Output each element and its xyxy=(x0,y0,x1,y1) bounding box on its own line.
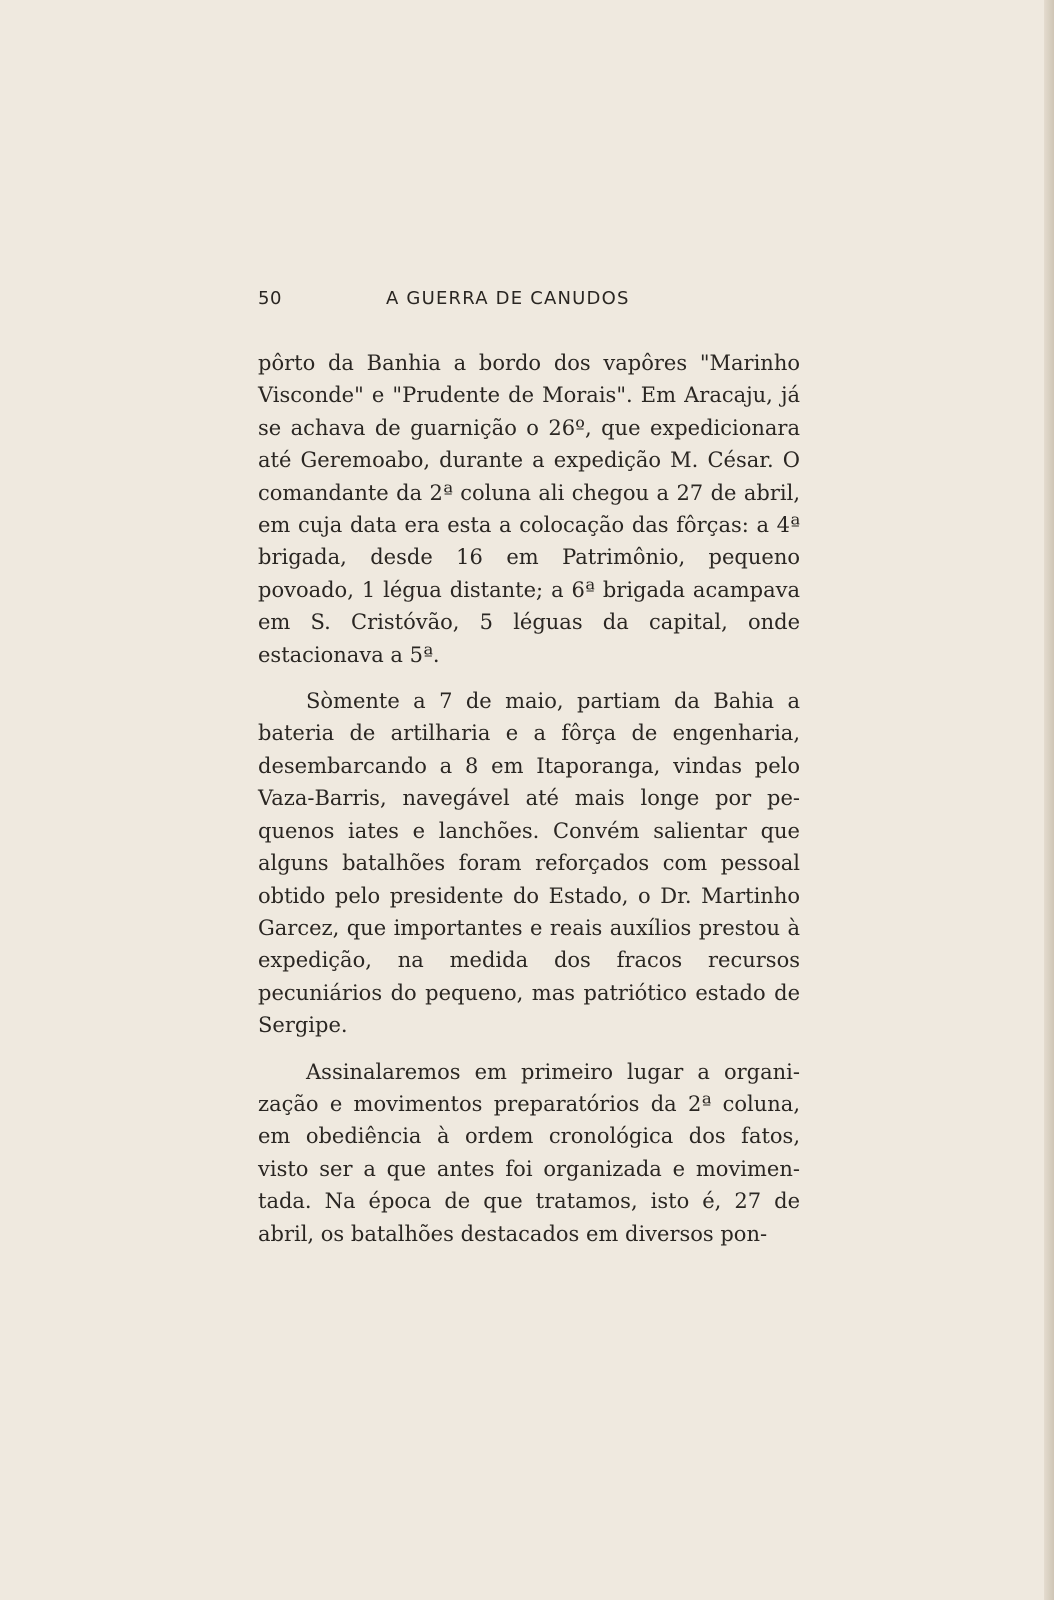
paragraph-1: pôrto da Banhia a bordo dos vapôres "Marinho Visconde" e "Prudente de Morais". Em Aracaju, já se achava de guarnição o 26º, que expedicionara até Geremoabo, durante a expedição M. César. O comandante da 2ª coluna ali chegou a 27 de abril, em cuja data era esta a colocação das fôrças: a 4ª brigada, desde 16 em Patrimônio, pequeno povoado, 1 légua distante; a 6ª brigada acampava em S. Cristóvão, 5 léguas da capital, onde estacionava a 5ª. xyxy=(258,351,800,667)
paragraph-2: Sòmente a 7 de maio, partiam da Bahia a bateria de artilharia e a fôrça de engenharia, desembarcando a 8 em Itaporanga, vindas pelo Vaza-Barris, navegável até mais longe por pequenos iates e lanchões. Convém salientar que alguns batalhões foram reforçados com pessoal obtido pelo presidente do Estado, o Dr. Martinho Garcez, que importantes e reais auxílios prestou à expedição, na medida dos fracos recursos pecuniários do pequeno, mas patriótico estado de Sergipe. xyxy=(258,689,800,1038)
body-text xyxy=(258,347,800,1250)
page-edge xyxy=(1044,0,1054,1600)
running-head xyxy=(258,288,798,314)
running-title: A GUERRA DE CANUDOS xyxy=(386,288,630,309)
paragraph-3: Assinalaremos em primeiro lugar a organização e movimentos preparatórios da 2ª coluna, em obediência à ordem cronológica dos fatos, visto ser a que antes foi organizada e movimentada. Na época de que tratamos, isto é, 27 de abril, os batalhões destacados em diversos pon- xyxy=(258,1059,800,1246)
page-number: 50 xyxy=(258,288,282,309)
